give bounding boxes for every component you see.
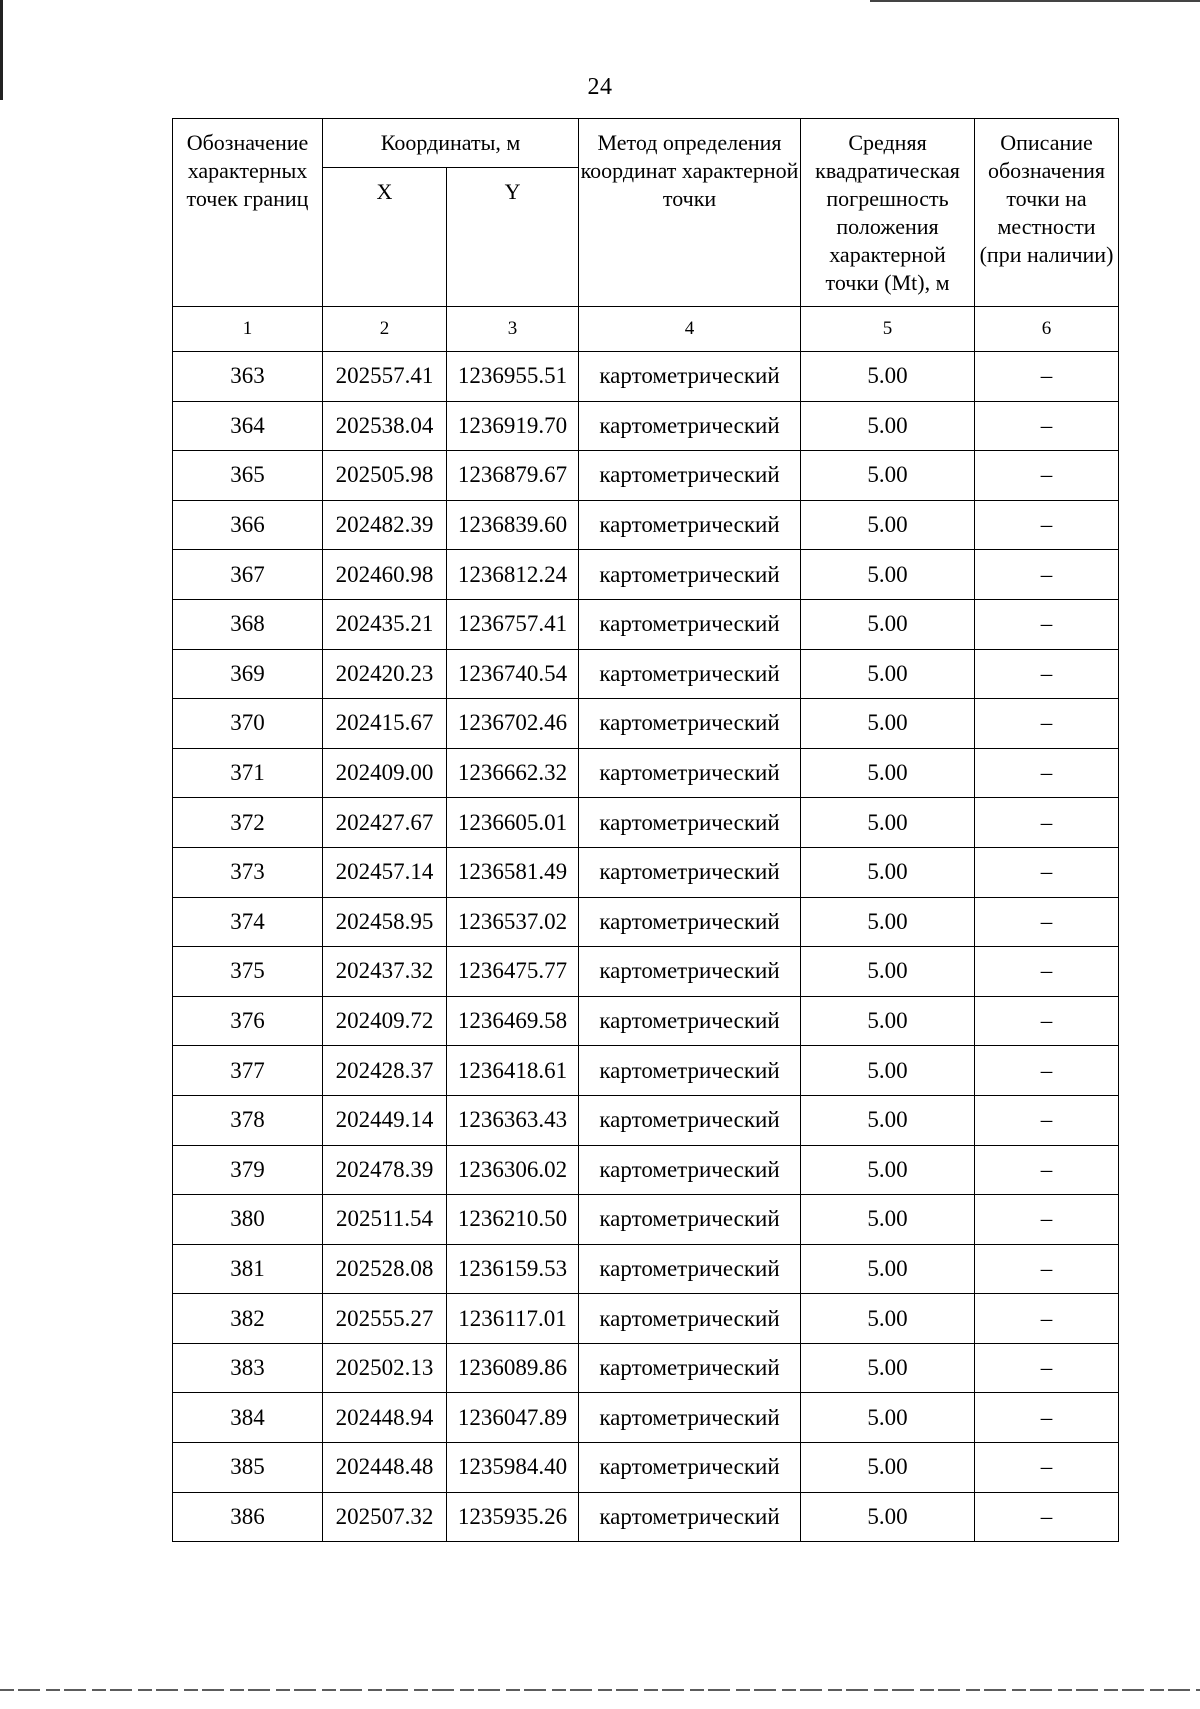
- table-row: [173, 947, 1119, 997]
- description-cell: –: [975, 451, 1119, 501]
- description-cell: –: [975, 352, 1119, 402]
- point-cell: 365: [173, 451, 323, 501]
- x-coordinate-cell: 202435.21: [323, 599, 447, 649]
- y-coordinate-cell: 1235984.40: [447, 1443, 579, 1493]
- table-row: [173, 847, 1119, 897]
- page-number: 24: [587, 74, 613, 100]
- error-cell: 5.00: [801, 1244, 975, 1294]
- method-cell: картометрический: [579, 1095, 801, 1145]
- x-coordinate-cell: 202511.54: [323, 1195, 447, 1245]
- column-number: 6: [975, 307, 1119, 352]
- table-row: [173, 1244, 1119, 1294]
- x-coordinate-cell: 202502.13: [323, 1343, 447, 1393]
- description-cell: –: [975, 1095, 1119, 1145]
- error-cell: 5.00: [801, 352, 975, 402]
- point-cell: 373: [173, 847, 323, 897]
- x-coordinate-cell: 202420.23: [323, 649, 447, 699]
- x-coordinate-cell: 202538.04: [323, 401, 447, 451]
- description-cell: –: [975, 897, 1119, 947]
- method-cell: картометрический: [579, 897, 801, 947]
- table-row: [173, 401, 1119, 451]
- column-number: 3: [447, 307, 579, 352]
- table-row: [173, 1443, 1119, 1493]
- y-coordinate-cell: 1236363.43: [447, 1095, 579, 1145]
- header-x: X: [323, 168, 447, 307]
- error-cell: 5.00: [801, 847, 975, 897]
- table-row: [173, 996, 1119, 1046]
- y-coordinate-cell: 1236740.54: [447, 649, 579, 699]
- y-coordinate-cell: 1236469.58: [447, 996, 579, 1046]
- error-cell: 5.00: [801, 798, 975, 848]
- header-method: Метод определения координат характерной точки: [579, 119, 801, 307]
- point-cell: 369: [173, 649, 323, 699]
- header-point: Обозначение характерных точек границ: [173, 119, 323, 307]
- error-cell: 5.00: [801, 1046, 975, 1096]
- method-cell: картометрический: [579, 451, 801, 501]
- y-coordinate-cell: 1236537.02: [447, 897, 579, 947]
- method-cell: картометрический: [579, 1443, 801, 1493]
- table-row: [173, 1095, 1119, 1145]
- method-cell: картометрический: [579, 996, 801, 1046]
- x-coordinate-cell: 202528.08: [323, 1244, 447, 1294]
- y-coordinate-cell: 1236117.01: [447, 1294, 579, 1344]
- description-cell: –: [975, 649, 1119, 699]
- error-cell: 5.00: [801, 1393, 975, 1443]
- y-coordinate-cell: 1236475.77: [447, 947, 579, 997]
- description-cell: –: [975, 996, 1119, 1046]
- x-coordinate-cell: 202449.14: [323, 1095, 447, 1145]
- table-row: [173, 1145, 1119, 1195]
- y-coordinate-cell: 1236159.53: [447, 1244, 579, 1294]
- x-coordinate-cell: 202457.14: [323, 847, 447, 897]
- y-coordinate-cell: 1236605.01: [447, 798, 579, 848]
- method-cell: картометрический: [579, 699, 801, 749]
- description-cell: –: [975, 1145, 1119, 1195]
- point-cell: 379: [173, 1145, 323, 1195]
- description-cell: –: [975, 947, 1119, 997]
- x-coordinate-cell: 202507.32: [323, 1492, 447, 1542]
- scan-edge-top: [870, 0, 1200, 2]
- error-cell: 5.00: [801, 1145, 975, 1195]
- x-coordinate-cell: 202427.67: [323, 798, 447, 848]
- y-coordinate-cell: 1236306.02: [447, 1145, 579, 1195]
- point-cell: 367: [173, 550, 323, 600]
- y-coordinate-cell: 1236418.61: [447, 1046, 579, 1096]
- point-cell: 383: [173, 1343, 323, 1393]
- error-cell: 5.00: [801, 649, 975, 699]
- header-coordinates: Координаты, м: [323, 119, 579, 168]
- error-cell: 5.00: [801, 1294, 975, 1344]
- description-cell: –: [975, 748, 1119, 798]
- error-cell: 5.00: [801, 748, 975, 798]
- method-cell: картометрический: [579, 1294, 801, 1344]
- x-coordinate-cell: 202505.98: [323, 451, 447, 501]
- y-coordinate-cell: 1236919.70: [447, 401, 579, 451]
- table-row: [173, 748, 1119, 798]
- table-row: [173, 1343, 1119, 1393]
- y-coordinate-cell: 1236089.86: [447, 1343, 579, 1393]
- error-cell: 5.00: [801, 996, 975, 1046]
- method-cell: картометрический: [579, 1492, 801, 1542]
- description-cell: –: [975, 1195, 1119, 1245]
- description-cell: –: [975, 500, 1119, 550]
- x-coordinate-cell: 202415.67: [323, 699, 447, 749]
- table-row: [173, 1393, 1119, 1443]
- y-coordinate-cell: 1236955.51: [447, 352, 579, 402]
- x-coordinate-cell: 202409.00: [323, 748, 447, 798]
- description-cell: –: [975, 699, 1119, 749]
- error-cell: 5.00: [801, 401, 975, 451]
- point-cell: 370: [173, 699, 323, 749]
- point-cell: 375: [173, 947, 323, 997]
- table-row: [173, 550, 1119, 600]
- method-cell: картометрический: [579, 649, 801, 699]
- description-cell: –: [975, 1046, 1119, 1096]
- coordinates-table: [172, 118, 1119, 1542]
- column-number-row: [173, 307, 1119, 352]
- x-coordinate-cell: 202555.27: [323, 1294, 447, 1344]
- y-coordinate-cell: 1236210.50: [447, 1195, 579, 1245]
- error-cell: 5.00: [801, 1195, 975, 1245]
- table-row: [173, 599, 1119, 649]
- error-cell: 5.00: [801, 451, 975, 501]
- description-cell: –: [975, 401, 1119, 451]
- y-coordinate-cell: 1236839.60: [447, 500, 579, 550]
- column-number: 4: [579, 307, 801, 352]
- x-coordinate-cell: 202460.98: [323, 550, 447, 600]
- table-row: [173, 798, 1119, 848]
- point-cell: 364: [173, 401, 323, 451]
- header-y: Y: [447, 168, 579, 307]
- table-row: [173, 500, 1119, 550]
- method-cell: картометрический: [579, 1343, 801, 1393]
- description-cell: –: [975, 550, 1119, 600]
- x-coordinate-cell: 202428.37: [323, 1046, 447, 1096]
- description-cell: –: [975, 798, 1119, 848]
- description-cell: –: [975, 1294, 1119, 1344]
- point-cell: 377: [173, 1046, 323, 1096]
- method-cell: картометрический: [579, 599, 801, 649]
- method-cell: картометрический: [579, 947, 801, 997]
- x-coordinate-cell: 202458.95: [323, 897, 447, 947]
- point-cell: 376: [173, 996, 323, 1046]
- method-cell: картометрический: [579, 401, 801, 451]
- error-cell: 5.00: [801, 947, 975, 997]
- point-cell: 374: [173, 897, 323, 947]
- column-number: 5: [801, 307, 975, 352]
- point-cell: 380: [173, 1195, 323, 1245]
- header-description: Описание обозначения точки на местности (при наличии): [975, 119, 1119, 307]
- description-cell: –: [975, 599, 1119, 649]
- header-error: Средняя квадратическая погрешность положения характерной точки (Mt), м: [801, 119, 975, 307]
- description-cell: –: [975, 1244, 1119, 1294]
- y-coordinate-cell: 1236047.89: [447, 1393, 579, 1443]
- error-cell: 5.00: [801, 1343, 975, 1393]
- x-coordinate-cell: 202448.94: [323, 1393, 447, 1443]
- point-cell: 366: [173, 500, 323, 550]
- description-cell: –: [975, 1443, 1119, 1493]
- error-cell: 5.00: [801, 1492, 975, 1542]
- method-cell: картометрический: [579, 1195, 801, 1245]
- table-row: [173, 352, 1119, 402]
- description-cell: –: [975, 1393, 1119, 1443]
- y-coordinate-cell: 1236812.24: [447, 550, 579, 600]
- point-cell: 382: [173, 1294, 323, 1344]
- point-cell: 385: [173, 1443, 323, 1493]
- method-cell: картометрический: [579, 1046, 801, 1096]
- y-coordinate-cell: 1235935.26: [447, 1492, 579, 1542]
- x-coordinate-cell: 202437.32: [323, 947, 447, 997]
- error-cell: 5.00: [801, 599, 975, 649]
- point-cell: 384: [173, 1393, 323, 1443]
- column-number: 1: [173, 307, 323, 352]
- method-cell: картометрический: [579, 847, 801, 897]
- table-row: [173, 1046, 1119, 1096]
- error-cell: 5.00: [801, 699, 975, 749]
- x-coordinate-cell: 202478.39: [323, 1145, 447, 1195]
- description-cell: –: [975, 1343, 1119, 1393]
- description-cell: –: [975, 1492, 1119, 1542]
- y-coordinate-cell: 1236757.41: [447, 599, 579, 649]
- table-row: [173, 1195, 1119, 1245]
- point-cell: 386: [173, 1492, 323, 1542]
- point-cell: 378: [173, 1095, 323, 1145]
- y-coordinate-cell: 1236581.49: [447, 847, 579, 897]
- table-row: [173, 1492, 1119, 1542]
- method-cell: картометрический: [579, 1145, 801, 1195]
- column-number: 2: [323, 307, 447, 352]
- table-row: [173, 897, 1119, 947]
- x-coordinate-cell: 202409.72: [323, 996, 447, 1046]
- method-cell: картометрический: [579, 352, 801, 402]
- method-cell: картометрический: [579, 500, 801, 550]
- error-cell: 5.00: [801, 550, 975, 600]
- method-cell: картометрический: [579, 1393, 801, 1443]
- point-cell: 368: [173, 599, 323, 649]
- error-cell: 5.00: [801, 1095, 975, 1145]
- x-coordinate-cell: 202482.39: [323, 500, 447, 550]
- table-row: [173, 699, 1119, 749]
- table-row: [173, 451, 1119, 501]
- description-cell: –: [975, 847, 1119, 897]
- error-cell: 5.00: [801, 1443, 975, 1493]
- table-body: [173, 307, 1119, 1542]
- point-cell: 381: [173, 1244, 323, 1294]
- method-cell: картометрический: [579, 798, 801, 848]
- point-cell: 363: [173, 352, 323, 402]
- y-coordinate-cell: 1236879.67: [447, 451, 579, 501]
- point-cell: 372: [173, 798, 323, 848]
- method-cell: картометрический: [579, 550, 801, 600]
- table-row: [173, 649, 1119, 699]
- x-coordinate-cell: 202448.48: [323, 1443, 447, 1493]
- point-cell: 371: [173, 748, 323, 798]
- method-cell: картометрический: [579, 1244, 801, 1294]
- y-coordinate-cell: 1236662.32: [447, 748, 579, 798]
- error-cell: 5.00: [801, 500, 975, 550]
- error-cell: 5.00: [801, 897, 975, 947]
- table-row: [173, 1294, 1119, 1344]
- scan-edge-bottom: [0, 1689, 1200, 1691]
- method-cell: картометрический: [579, 748, 801, 798]
- y-coordinate-cell: 1236702.46: [447, 699, 579, 749]
- x-coordinate-cell: 202557.41: [323, 352, 447, 402]
